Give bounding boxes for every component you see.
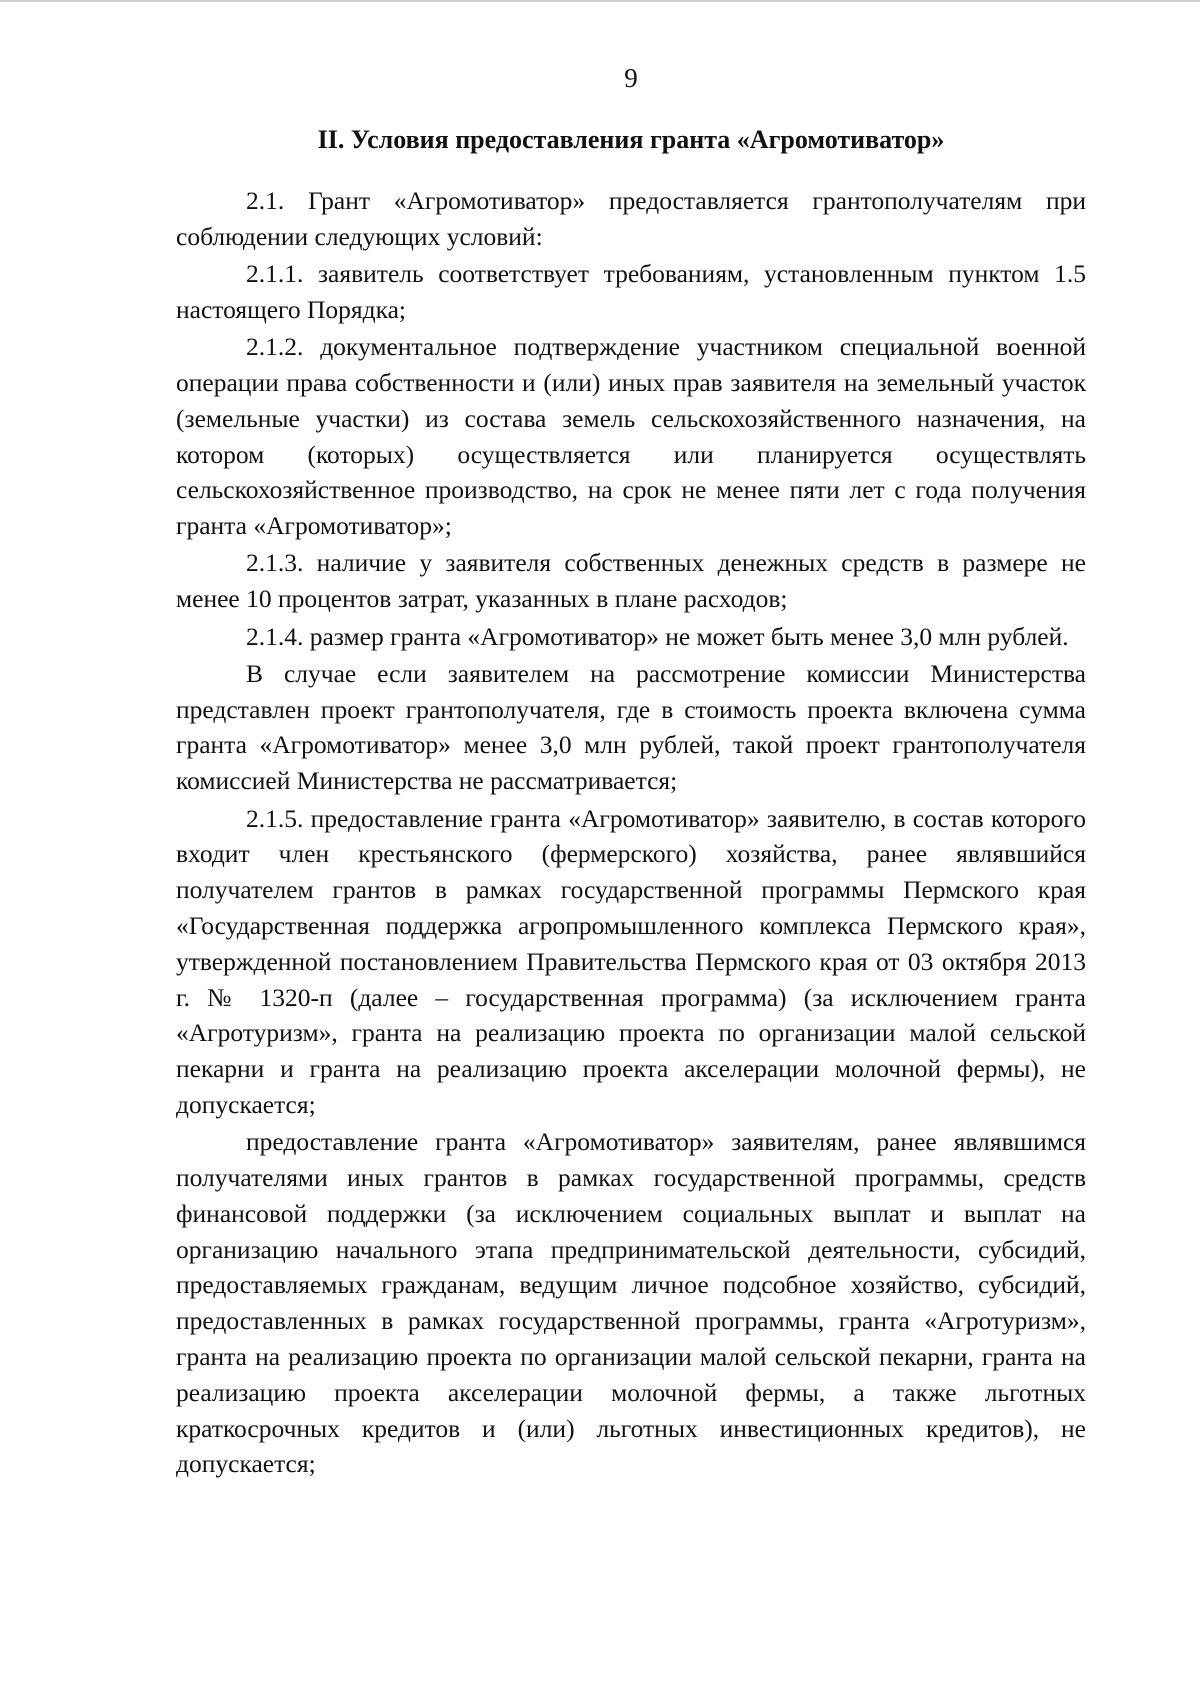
paragraph-2-1-4: 2.1.4. размер гранта «Агромотиватор» не может быть менее 3,0 млн рублей. (246, 621, 1069, 651)
paragraph-2-1-5: 2.1.5. предоставление гранта «Агромотиватор» заявителю, в состав которого входит член крестьянского (фермерского) хозяйства, ранее являвшийся получателем грантов в рамках государственной программы Пермского края «Государственная поддержка агропромышленного комплекса Пермского края», утвержденной постановлением Правительства Пермского края от 03 октября 2013 г. № 1320-п (далее – государственная программа) (за исключением гранта «Агротуризм», гранта на реализацию проекта по организации малой сельской пекарни и гранта на реализацию проекта акселерации молочной фермы), не допускается; (176, 803, 1086, 1119)
paragraph-2-1-5-continued: предоставление гранта «Агромотиватор» заявителям, ранее являвшимся получателями иных грантов в рамках государственной программы, средств финансовой поддержки (за исключением социальных выплат и выплат на организацию начального этапа предпринимательской деятельности, субсидий, предоставляемых гражданам, ведущим личное подсобное хозяйство, субсидий, предоставленных в рамках государственной программы, гранта «Агротуризм», гранта на реализацию проекта по организации малой сельской пекарни, гранта на реализацию проекта акселерации молочной фермы, а также льготных краткосрочных кредитов и (или) льготных инвестиционных кредитов), не допускается; (176, 1127, 1086, 1479)
paragraph-2-1-3: 2.1.3. наличие у заявителя собственных денежных средств в размере не менее 10 процентов затрат, указанных в плане расходов; (176, 548, 1086, 614)
section-heading: II. Условия предоставления гранта «Агромотиватор» (317, 125, 945, 154)
paragraph-2-1: 2.1. Грант «Агромотиватор» предоставляется грантополучателям при соблюдении следующих условий: (176, 186, 1086, 251)
paragraph-2-1-2: 2.1.2. документальное подтверждение участником специальной военной операции права собственности и (или) иных прав заявителя на земельный участок (земельные участки) из состава земель сельскохозяйственного назначения, на котором (которых) осуществляется или планируется осуществлять сельскохозяйственное производство, на срок не менее пяти лет с года получения гранта «Агромотиватор»; (176, 332, 1086, 541)
paragraph-2-1-1: 2.1.1. заявитель соответствует требованиям, установленным пунктом 1.5 настоящего Порядка; (176, 259, 1086, 324)
section-body (176, 183, 1086, 1484)
page-number: 9 (624, 63, 638, 93)
paragraph-2-1-4-note: В случае если заявителем на рассмотрение комиссии Министерства представлен проект грантополучателя, где в стоимость проекта включена сумма гранта «Агромотиватор» менее 3,0 млн рублей, такой проект грантополучателя комиссией Министерства не рассматривается; (176, 658, 1086, 796)
